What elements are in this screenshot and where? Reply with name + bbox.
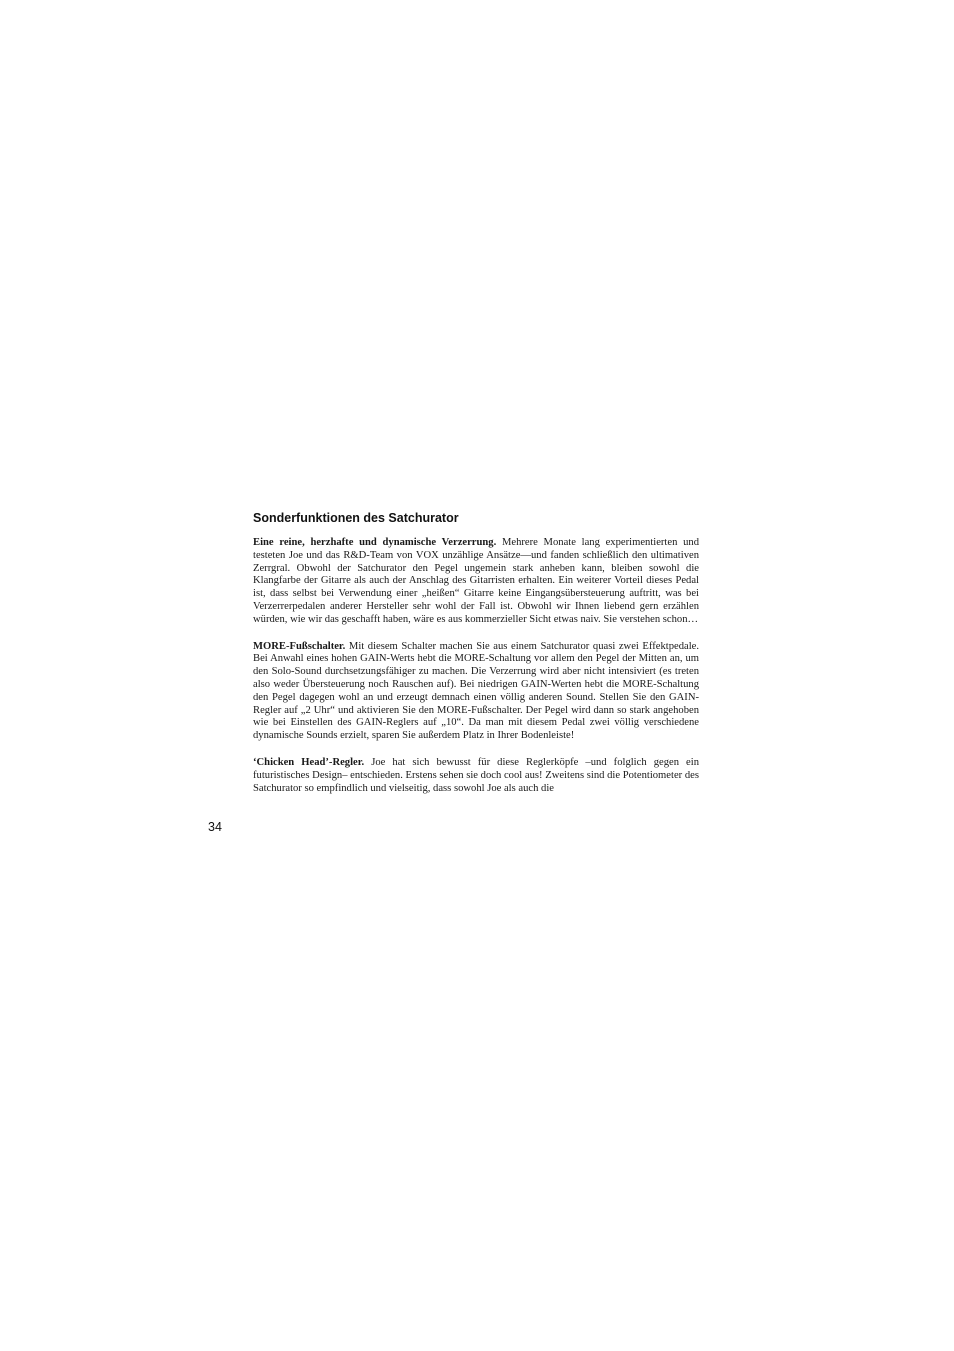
section-heading: Sonderfunktionen des Satchurator bbox=[253, 511, 459, 525]
paragraph-lead: Eine reine, herzhafte und dynamische Verzerrung. bbox=[253, 537, 497, 548]
paragraph-lead: MORE-Fußschalter. bbox=[253, 640, 346, 652]
paragraph-lead: ‘Chicken Head’-Regler. bbox=[253, 756, 365, 768]
paragraph-body: Joe hat sich bewusst für diese Reglerköpfe –und folglich gegen ein futuristisches Design– entschieden. Erstens sehen sie doch cool aus! Zweitens sind die Potentiometer des Satchurator so empfindlich und vielseitig, dass sowohl Joe als auch die bbox=[253, 756, 700, 794]
paragraph-body: Mit diesem Schalter machen Sie aus einem Satchurator quasi zwei Effektpedale. Bei Anwahl eines hohen GAIN-Werts hebt die MORE-Schaltung vor allem den Pegel der Mitten an, um den Solo-Sound durchsetzungsfähiger zu machen. Die Verzerrung wird aber nicht intensiviert (es treten also weder Übersteuerung noch Rauschen auf). Bei niedrigen GAIN-Werten hebt die MORE-Schaltung den Pegel dagegen wohl an und erzeugt demnach einen völlig anderen Sound. Stellen Sie den GAIN-Regler auf „2 Uhr“ und aktivieren Sie den MORE-Fußschalter. Der Pegel wird dann so stark angehoben wie bei Einstellen des GAIN-Reglers auf „10“. Da man mit diesem Pedal zwei völlig verschiedene dynamische Sounds erzielt, sparen Sie außerdem Platz in Ihrer Bodenleiste! bbox=[253, 640, 699, 742]
page-number: 34 bbox=[208, 820, 222, 834]
paragraph-more-footswitch bbox=[253, 641, 699, 743]
page-content bbox=[253, 510, 699, 809]
paragraph-chicken-head bbox=[253, 757, 699, 795]
paragraph-body: Mehrere Monate lang experimentierten und testeten Joe und das R&D-Team von VOX unzählige Ansätze—und fanden schließlich den ultimativen Zerrgral. Obwohl der Satchurator den Pegel ungemein stark anheben kann, bleiben sowohl die Klangfarbe der Gitarre als auch der Anschlag des Gitarristen erhalten. Ein weiterer Vorteil dieses Pedal ist, dass selbst bei Verwendung einer „heißen“ Gitarre keine Eingangsübersteuerung auftritt, was bei Verzerrerpedalen anderer Hersteller sehr wohl der Fall ist. Obwohl wir Ihnen liebend gern erzählen würden, wie wir das geschafft haben, wäre es aus kommerzieller Sicht etwas naiv. Sie verstehen schon… bbox=[253, 537, 699, 625]
paragraph-distortion bbox=[253, 537, 699, 627]
